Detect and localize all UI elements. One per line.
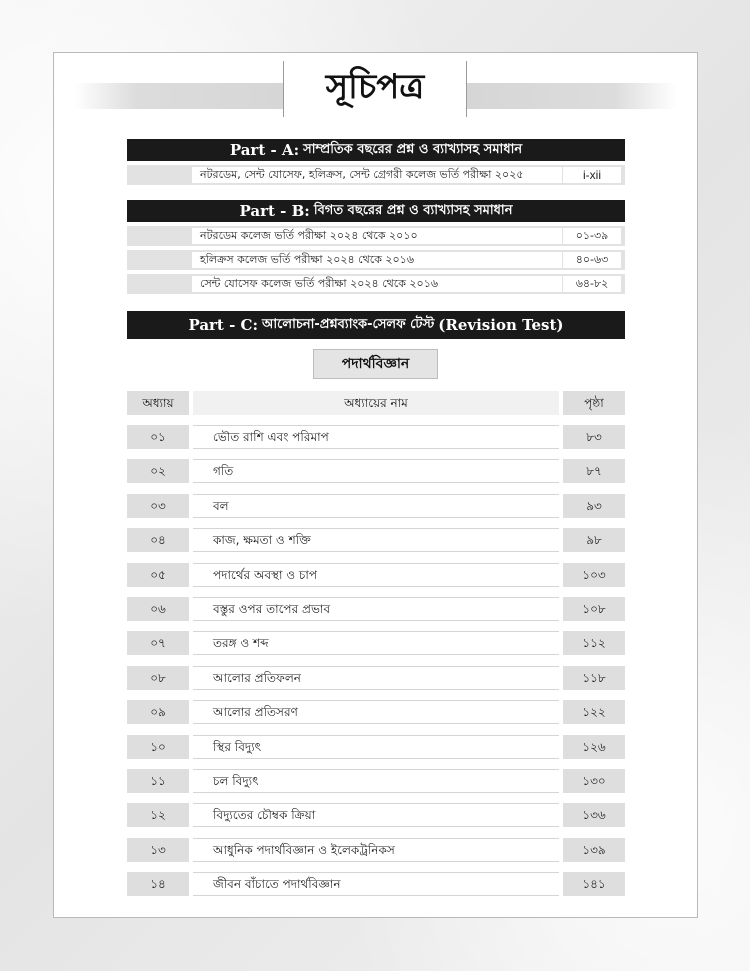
chapter-page: ১০৮ (563, 597, 625, 621)
chapter-number: ১৪ (127, 872, 189, 896)
table-row[interactable] (127, 528, 625, 552)
table-row[interactable] (127, 700, 625, 724)
chapter-page: ১২৬ (563, 735, 625, 759)
chapter-number: ০৫ (127, 563, 189, 587)
part-b-row-pages: ৬৪-৮২ (563, 276, 621, 292)
table-row[interactable] (127, 803, 625, 827)
chapter-number: ০৭ (127, 631, 189, 655)
chapter-table-header (127, 391, 625, 415)
part-b-row[interactable] (127, 250, 625, 270)
chapter-number: ০২ (127, 459, 189, 483)
table-row[interactable] (127, 563, 625, 587)
chapter-number: ০৪ (127, 528, 189, 552)
chapter-name: পদার্থের অবস্থা ও চাপ (193, 563, 559, 587)
name-column-header: অধ্যায়ের নাম (193, 391, 559, 415)
chapter-name: আধুনিক পদার্থবিজ্ঞান ও ইলেকট্রনিকস (193, 838, 559, 862)
chapter-number: ০৬ (127, 597, 189, 621)
chapter-name: আলোর প্রতিসরণ (193, 700, 559, 724)
chapter-number: ১০ (127, 735, 189, 759)
table-row[interactable] (127, 631, 625, 655)
table-row[interactable] (127, 735, 625, 759)
table-row[interactable] (127, 459, 625, 483)
chapter-page: ৮৩ (563, 425, 625, 449)
table-row[interactable] (127, 838, 625, 862)
title-decor-right (467, 83, 677, 109)
part-a-row-text: নটরডেম, সেন্ট যোসেফ, হলিক্রস, সেন্ট গ্রেগরী কলেজ ভর্তি পরীক্ষা ২০২৫ (192, 167, 562, 183)
chapter-number: ১৩ (127, 838, 189, 862)
part-b-label: Part - B: (239, 202, 310, 220)
chapter-name: বল (193, 494, 559, 518)
part-b-row-text: সেন্ট যোসেফ কলেজ ভর্তি পরীক্ষা ২০২৪ থেকে ২০১৬ (192, 276, 562, 292)
chapter-name: বস্তুর ওপর তাপের প্রভাব (193, 597, 559, 621)
part-a-label: Part - A: (229, 141, 300, 159)
part-c-suffix: (Revision Test) (438, 316, 564, 334)
page-column-header: পৃষ্ঠা (563, 391, 625, 415)
table-row[interactable] (127, 494, 625, 518)
chapter-name: গতি (193, 459, 559, 483)
part-c-header (127, 311, 625, 339)
chapter-page: ১৩৯ (563, 838, 625, 862)
part-b-row[interactable] (127, 226, 625, 246)
chapter-number: ১২ (127, 803, 189, 827)
chapter-name: ভৌত রাশি এবং পরিমাপ (193, 425, 559, 449)
chapter-name: কাজ, ক্ষমতা ও শক্তি (193, 528, 559, 552)
part-b-row-pages: ০১-৩৯ (563, 228, 621, 244)
part-b-row-text: নটরডেম কলেজ ভর্তি পরীক্ষা ২০২৪ থেকে ২০১০ (192, 228, 562, 244)
chapter-page: ১২২ (563, 700, 625, 724)
title-area (54, 61, 697, 117)
part-b-header (127, 200, 625, 222)
part-a-row[interactable] (127, 165, 625, 185)
chapter-number: ০৯ (127, 700, 189, 724)
part-c-label: Part - C: (188, 316, 259, 334)
page-title: সূচিপত্র (283, 61, 467, 117)
chapter-name: জীবন বাঁচাতে পদার্থবিজ্ঞান (193, 872, 559, 896)
chapter-number: ০৮ (127, 666, 189, 690)
chapter-page: ১০৩ (563, 563, 625, 587)
chapter-page: ১৪১ (563, 872, 625, 896)
part-a-desc: সাম্প্রতিক বছরের প্রশ্ন ও ব্যাখ্যাসহ সমাধান (303, 141, 523, 157)
chapter-page: ১১২ (563, 631, 625, 655)
chapter-name: স্থির বিদ্যুৎ (193, 735, 559, 759)
chapter-name: আলোর প্রতিফলন (193, 666, 559, 690)
table-row[interactable] (127, 425, 625, 449)
chapter-page: ১৩০ (563, 769, 625, 793)
part-b-row-pages: ৪০-৬৩ (563, 252, 621, 268)
table-row[interactable] (127, 872, 625, 896)
part-b-desc: বিগত বছরের প্রশ্ন ও ব্যাখ্যাসহ সমাধান (313, 202, 513, 218)
chapter-page: ৮৭ (563, 459, 625, 483)
subject-title: পদার্থবিজ্ঞান (313, 349, 438, 379)
chapter-number: ১১ (127, 769, 189, 793)
chapter-number: ০৩ (127, 494, 189, 518)
part-a-header (127, 139, 625, 161)
chapter-number: ০১ (127, 425, 189, 449)
chapter-page: ১৩৬ (563, 803, 625, 827)
chapter-page: ৯৮ (563, 528, 625, 552)
chapter-name: বিদ্যুতের চৌম্বক ক্রিয়া (193, 803, 559, 827)
chapter-name: তরঙ্গ ও শব্দ (193, 631, 559, 655)
chapter-column-header: অধ্যায় (127, 391, 189, 415)
table-row[interactable] (127, 769, 625, 793)
content-sheet (53, 52, 698, 918)
part-c-desc: আলোচনা-প্রশ্নব্যাংক-সেলফ টেস্ট (262, 316, 435, 332)
title-decor-left (74, 83, 284, 109)
table-row[interactable] (127, 597, 625, 621)
chapter-name: চল বিদ্যুৎ (193, 769, 559, 793)
chapter-page: ১১৮ (563, 666, 625, 690)
chapter-page: ৯৩ (563, 494, 625, 518)
table-row[interactable] (127, 666, 625, 690)
part-b-row[interactable] (127, 274, 625, 294)
part-a-row-pages: i-xii (563, 167, 621, 183)
part-b-row-text: হলিক্রস কলেজ ভর্তি পরীক্ষা ২০২৪ থেকে ২০১৬ (192, 252, 562, 268)
